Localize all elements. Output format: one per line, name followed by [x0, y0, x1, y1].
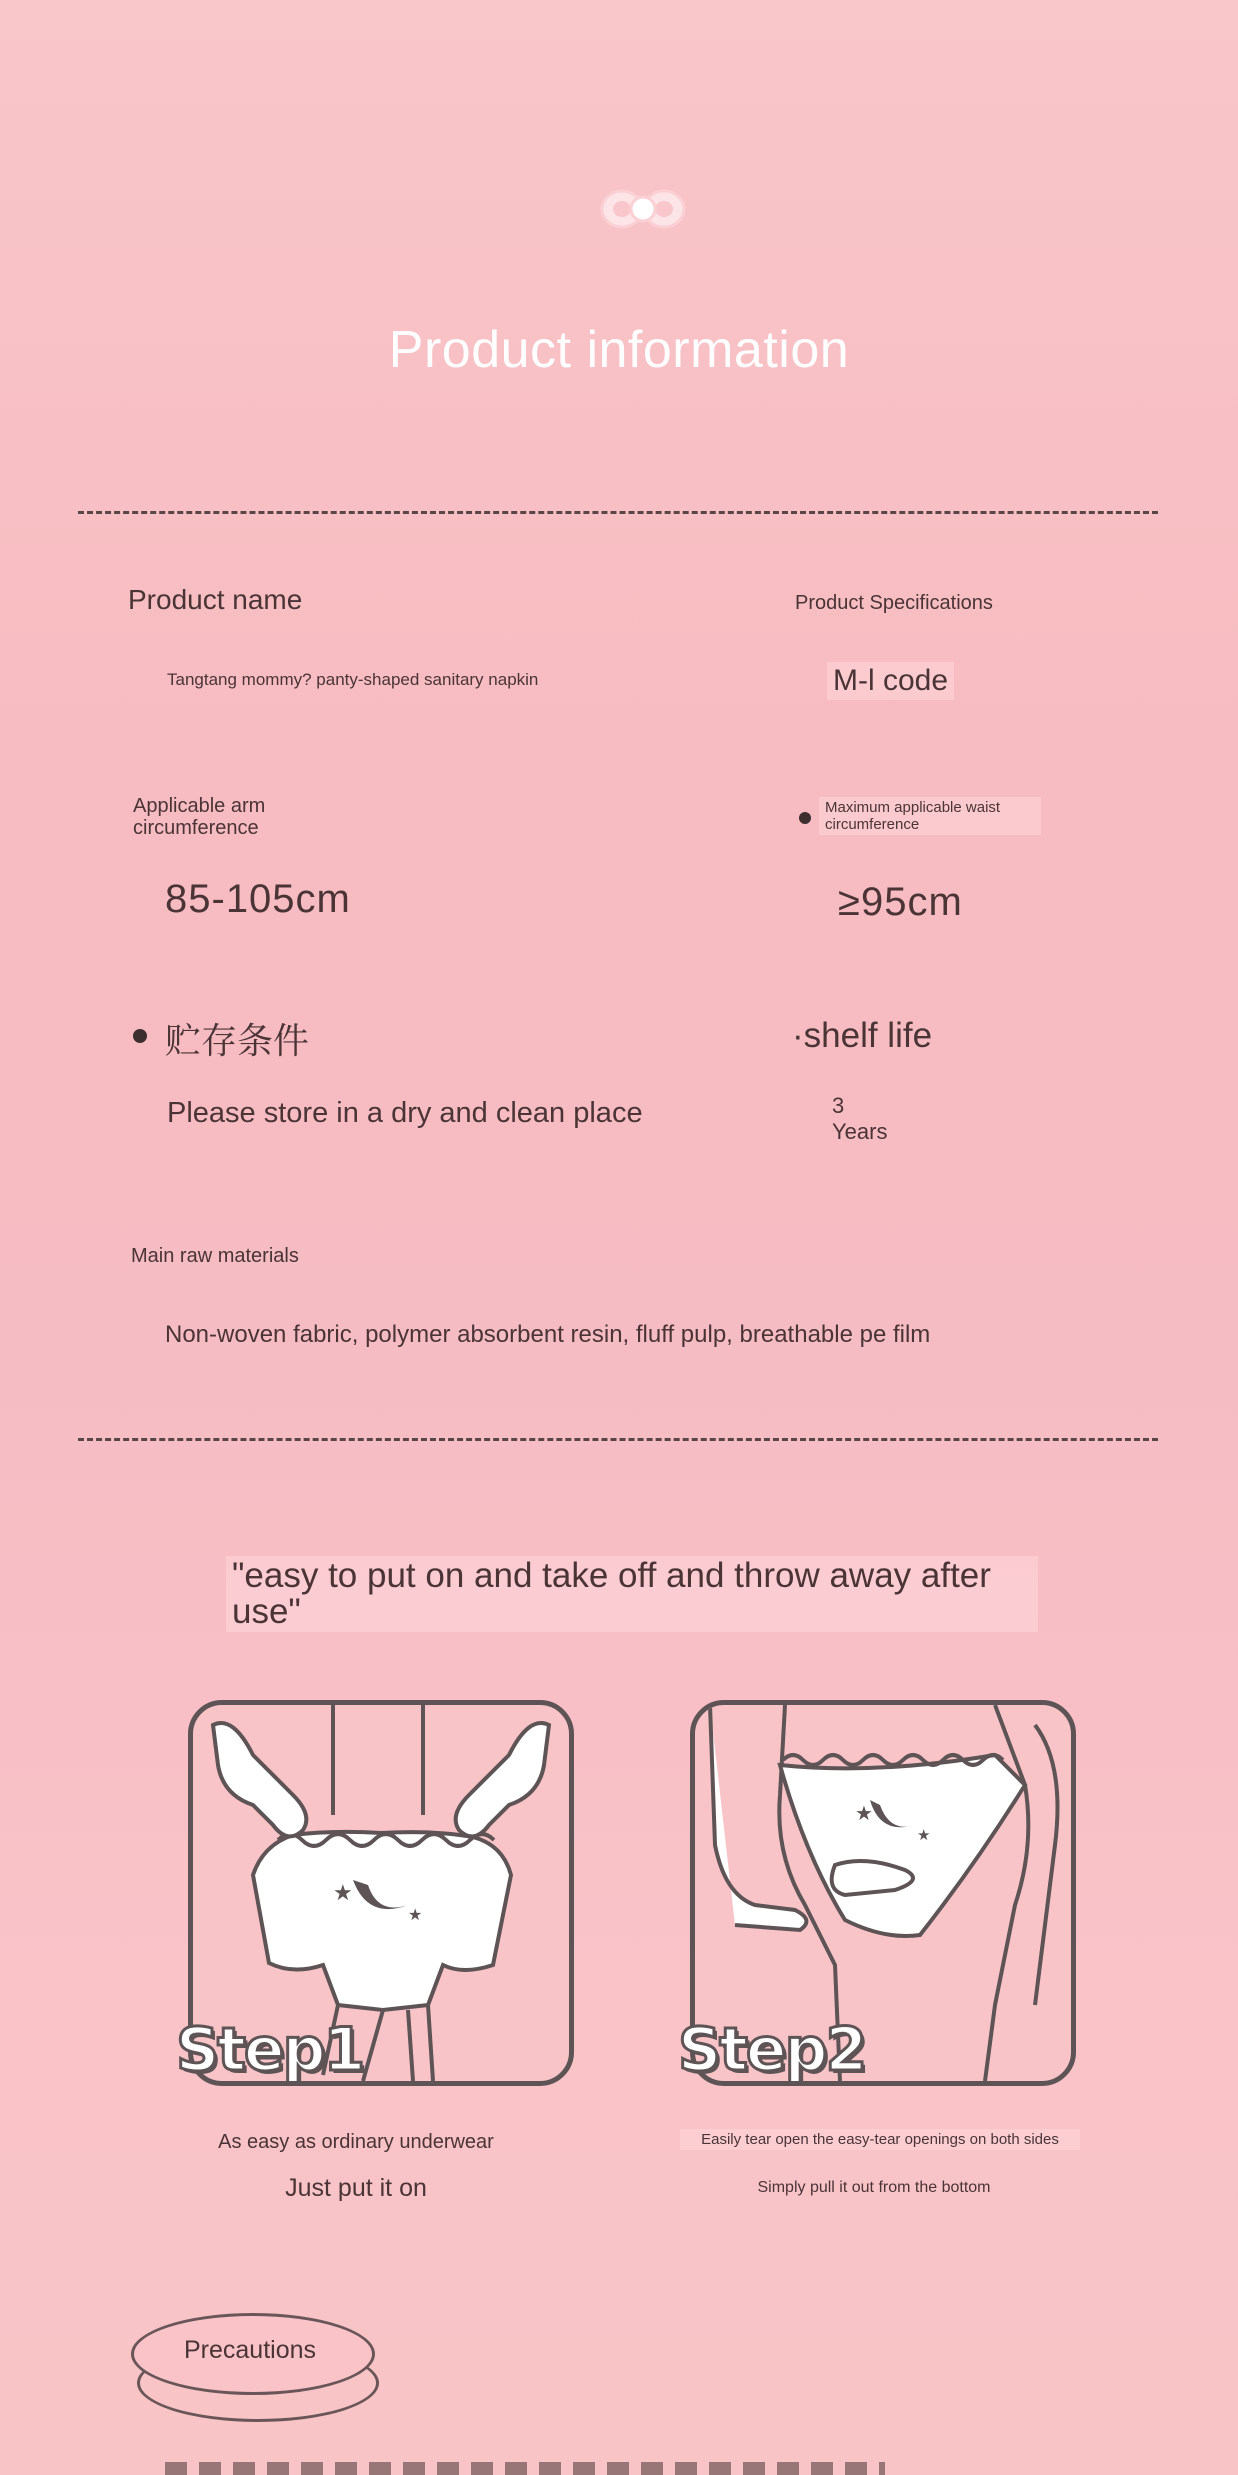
waist-value: ≥95cm	[838, 880, 963, 924]
storage-label: 贮存条件	[165, 1021, 310, 1062]
step2-caption-1: Easily tear open the easy-tear openings on both sides	[680, 2129, 1080, 2150]
top-divider	[78, 511, 1158, 514]
step2-caption-2: Simply pull it out from the bottom	[757, 2179, 991, 2196]
svg-text:★: ★	[917, 1827, 931, 1844]
cut-off-text-line	[165, 2462, 885, 2475]
bow-icon	[600, 182, 686, 236]
storage-value: Please store in a dry and clean place	[167, 1097, 643, 1129]
specifications-value: M-l code	[827, 662, 954, 700]
svg-text:★: ★	[333, 1880, 353, 1905]
materials-value: Non-woven fabric, polymer absorbent resin, fluff pulp, breathable pe film	[165, 1321, 931, 1348]
specifications-label: Product Specifications	[795, 592, 993, 614]
step1-caption-2: Just put it on	[285, 2174, 427, 2202]
step1-label: Step1	[176, 2015, 364, 2085]
bullet-dot	[799, 812, 811, 824]
page-title: Product information	[388, 321, 850, 379]
product-name-value: Tangtang mommy? panty-shaped sanitary napkin	[167, 670, 539, 689]
product-name-label: Product name	[128, 584, 303, 615]
arm-circumference-label: Applicable arm circumference	[133, 795, 266, 839]
shelf-life-unit: Years	[832, 1119, 888, 1144]
step2-label: Step2	[678, 2015, 866, 2085]
precautions-label: Precautions	[183, 2336, 317, 2364]
usage-headline: "easy to put on and take off and throw away after use"	[226, 1556, 1038, 1632]
svg-text:★: ★	[408, 1907, 423, 1924]
arm-circumference-value: 85-105cm	[165, 877, 351, 921]
shelf-life-label: ·shelf life	[792, 1016, 933, 1055]
bullet-dot	[133, 1029, 147, 1043]
waist-label: Maximum applicable waist circumference	[819, 797, 1041, 835]
svg-text:★: ★	[855, 1803, 873, 1825]
bottom-divider	[78, 1438, 1158, 1441]
shelf-life-number: 3	[832, 1093, 845, 1118]
step1-caption-1: As easy as ordinary underwear	[218, 2131, 494, 2153]
materials-label: Main raw materials	[131, 1245, 299, 1267]
